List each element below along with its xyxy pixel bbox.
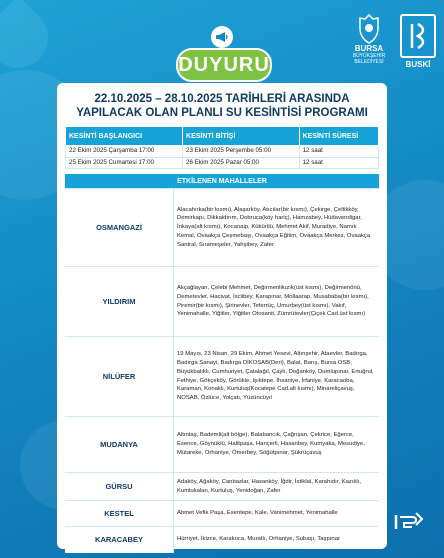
schedule-header-row (66, 127, 379, 146)
district-neighborhoods: Adaköy, Ağaköy, Canbazlar, Hasanköy, İğdir, İstiklal, Karahıdır, Kazıklı, Kumlukalan, Kurtuluş, Yenidoğan, Zafer (174, 473, 380, 501)
district-name: GÜRSU (65, 473, 174, 501)
schedule-duration-cell: 12 saat (299, 157, 378, 169)
schedule-start-cell: 22 Ekim 2025 Çarşamba 17:00 (66, 146, 183, 158)
district-row (65, 189, 379, 267)
duyuru-badge: DUYURU (176, 48, 272, 82)
district-name: KESTEL (65, 501, 174, 527)
bursa-crest-icon (356, 14, 382, 44)
affected-header: ETKİLENEN MAHALLELER (65, 174, 379, 189)
schedule-header-end: KESİNTİ BİTİŞİ (183, 127, 300, 146)
schedule-row (66, 146, 379, 158)
schedule-end-cell: 23 Ekim 2025 Perşembe 05:00 (183, 146, 300, 158)
district-row (65, 473, 379, 501)
district-name: KARACABEY (65, 527, 174, 553)
announcement-card (57, 83, 387, 549)
district-row (65, 267, 379, 337)
district-neighborhoods: Hürriyet, İkizce, Karakoca, Muratlı, Orhaniye, Subaşı, Taşpınar (174, 527, 380, 553)
schedule-duration-cell: 12 saat (299, 146, 378, 158)
affected-neighborhoods-table (65, 174, 379, 553)
district-name: NİLÜFER (65, 337, 174, 417)
schedule-header-duration: KESİNTİ SÜRESİ (299, 127, 378, 146)
bursa-logo (344, 14, 394, 76)
bursa-logo-line3: BELEDİYESİ (354, 59, 384, 65)
schedule-start-cell: 25 Ekim 2025 Cumartesi 17:00 (66, 157, 183, 169)
bursa-logo-line2: BÜYÜKŞEHİR (352, 53, 386, 59)
buski-logo-label: BUSKİ (405, 60, 431, 69)
district-neighborhoods: Altıntaş, Bademli(alt bölge), Balabancık, Çağrışan, Çekrice, Eğerce, Esence, Göynüklü, Halitpaşa, Hançerli, Hasanbey, Kumyaka, Mesudiye, Mütareke, Orhaniye, Ömerbey, Söğütpınar, Şükrüçavuş (174, 417, 380, 473)
district-name: YILDIRIM (65, 267, 174, 337)
district-neighborhoods: Akçağlayan, Çelebi Mehmet, Değirmenlikızık(üst kısmı), Değirmenönü, Demetevler, Hacivat, İsciibey, Karapınar, Mollaarap, Musababa(bir kısmı), Piremir(bir kısmı), Şirinevler, Teferrüç, Umurbey(üst kısmı), Vakıf, Yenimahalle, Yiğitler, Yiğitler Otosanit, Zümrütevler(Çiçek Cad.üst kısmı) (174, 267, 380, 337)
hand-pointer-icon[interactable] (394, 507, 424, 531)
schedule-table (65, 126, 379, 169)
schedule-header-start: KESİNTİ BAŞLANGICI (66, 127, 183, 146)
bursa-logo-line1: BURSA (354, 44, 384, 53)
district-row (65, 527, 379, 553)
header (0, 0, 444, 90)
title-line1: 22.10.2025 – 28.10.2025 TARİHLERİ ARASINDA (94, 93, 350, 105)
district-row (65, 337, 379, 417)
title-line2: YAPILACAK OLAN PLANLI SU KESİNTİSİ PROGRAMI (76, 107, 368, 119)
district-neighborhoods: Alacahırka(bir kısmı), Alaşarköy, Atıcılar(bir kısmı), Çekirge, Çeltikköy, Demirkapı, Dikkaldırım, Dobruca(köy hariç), Hamzabey, Hüdavendigar, İnkaya(alt kısmı), Kocanaip, Kükürtlü, Mehmet Akif, Muradiye, Namık Kemal, Ovaakça Çeşmebaşı, Ovaakça Eğitim, Ovaakça Merkez, Ovaakça Santral, Sırameşeler, Yahşibey, Zafer (174, 189, 380, 267)
district-neighborhoods: Ahmet Vefik Paşa, Esentepe, Kale, Vanimehmet, Yenimahalle (174, 501, 380, 527)
megaphone-icon (211, 26, 233, 48)
district-neighborhoods: 19 Mayıs, 23 Nisan, 29 Ekim, Ahmet Yesevi, Altınşehir, Ataevler, Badırga, Badırga Sanayi, Badırga DİKOSAB(Deri), Balat, Barış, Bursa OSB, Büyükbalıklı, Cumhuriyet, Çatalağıl, Çaylı, Doğanköy, Dumlupınar, Ertuğrul, Fethiye, Gökçeköy, Görükle, Işıktepe, İhsaniye, İrfaniye, Karacaoba, Karaman, Konaklı, Kurtuluş(Kocatepe Cad.alt kısmı), Minareliçavuş, NOSAB, Özlüce, Yolçatı, Yüzüncüyıl (174, 337, 380, 417)
schedule-end-cell: 26 Ekim 2025 Pazar 05:00 (183, 157, 300, 169)
affected-header-row (65, 174, 379, 189)
buski-logo (400, 14, 436, 76)
schedule-row (66, 157, 379, 169)
district-name: MUDANYA (65, 417, 174, 473)
announcement-title (57, 83, 387, 120)
district-row (65, 501, 379, 527)
district-name: OSMANGAZİ (65, 189, 174, 267)
buski-logo-icon (400, 14, 436, 58)
district-row (65, 417, 379, 473)
